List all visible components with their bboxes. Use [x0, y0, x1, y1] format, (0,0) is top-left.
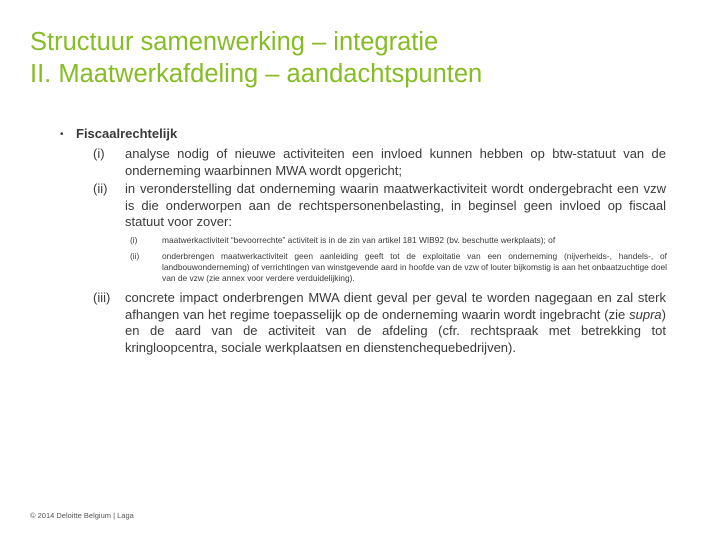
footer-copyright: © 2014 Deloitte Belgium | Laga [30, 511, 134, 520]
item-text: analyse nodig of nieuwe activiteiten een invloed kunnen hebben op btw-statuut van de onderneming waarbinnen MWA wordt opgericht; [125, 146, 666, 178]
slide-title [30, 26, 700, 90]
item-number: (i) [93, 146, 105, 161]
item-text [125, 290, 666, 356]
title-line-1: Structuur samenwerking – integratie [30, 28, 439, 56]
item-number: (iii) [93, 290, 111, 305]
item-number: (ii) [93, 181, 108, 196]
list-item [93, 290, 668, 356]
item-text-part: ) en de aard van de activiteit van de afdeling (cfr. rechtspraak met betrekking tot kringloopcentra, sociale werkplaatsen en dienstenchequebedrijven). [125, 306, 666, 355]
sub-item-text: onderbrengen maatwerkactiviteit geen aanleiding geeft tot de exploitatie van een onderneming (nijverheids-, handels-, of landbouwonderneming) of verrichtingen van winstgevende aard in hoofde van de vzw of louter bijkomstig is aan het onbaatzuchtige doel van de vzw (zie annex voor verdere verduidelijking). [162, 251, 667, 283]
list-item [93, 146, 668, 180]
item-text: in veronderstelling dat onderneming waarin maatwerkactiviteit wordt ondergebracht een vzw is die onderworpen aan de rechtspersonenbelasting, in beginsel geen invloed op fiscaal statuut voor zover: [125, 181, 666, 229]
bullet-icon: • [60, 129, 64, 140]
sub-item-text: maatwerkactiviteit “bevoorrechte” activiteit is in de zin van artikel 181 WIB92 (bv. beschutte werkplaats); of [162, 235, 556, 245]
item-text-part: concrete impact onderbrengen MWA dient geval per geval te worden nagegaan en zal sterk afhangen van het regime toepasselijk op de onderneming waarin wordt ingebracht (zie [125, 290, 666, 322]
bullet-heading-label: Fiscaalrechtelijk [76, 126, 178, 141]
list-item [93, 181, 668, 231]
item-text-italic: supra [629, 306, 662, 322]
sub-item-number: (i) [130, 235, 138, 245]
sub-item-number: (ii) [130, 251, 140, 261]
title-line-2: II. Maatwerkafdeling – aandachtspunten [30, 60, 483, 88]
bullet-heading [60, 126, 177, 141]
